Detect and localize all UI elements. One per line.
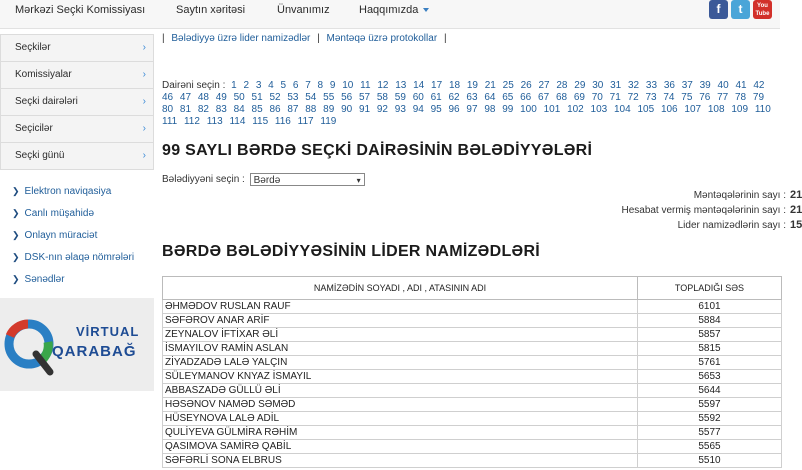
nav-central-election-commission[interactable]: Mərkəzi Seçki Komissiyası bbox=[15, 4, 146, 16]
youtube-icon[interactable]: You Tube bbox=[753, 0, 772, 19]
leaders-table-body bbox=[163, 300, 782, 468]
sidebar-item-voters[interactable] bbox=[0, 116, 154, 143]
district-link[interactable]: 110 bbox=[754, 104, 771, 115]
table-row bbox=[163, 398, 782, 412]
district-link[interactable]: 19 bbox=[466, 80, 478, 91]
sidebar-menu bbox=[0, 34, 154, 170]
candidate-name-cell: HƏSƏNOV NAMƏD SƏMƏD bbox=[163, 398, 638, 412]
vote-count-cell: 5884 bbox=[638, 314, 782, 328]
link-label: Canlı müşahidə bbox=[24, 208, 95, 219]
top-navigation-bar bbox=[0, 0, 780, 29]
district-link[interactable]: 39 bbox=[699, 80, 711, 91]
district-link[interactable]: 80 bbox=[162, 104, 174, 115]
candidate-name-cell: ƏHMƏDOV RUSLAN RAUF bbox=[163, 300, 638, 314]
sidebar-item-label: Seçkilər bbox=[15, 42, 51, 53]
district-link[interactable]: 95 bbox=[430, 104, 442, 115]
virtual-qarabag-banner[interactable] bbox=[0, 298, 154, 391]
district-link[interactable]: 112 bbox=[183, 116, 200, 127]
district-link[interactable]: 50 bbox=[233, 92, 245, 103]
arrow-right-icon: ❯ bbox=[12, 208, 20, 218]
chevron-right-icon: › bbox=[142, 96, 146, 107]
district-link[interactable]: 53 bbox=[287, 92, 299, 103]
district-link[interactable]: 18 bbox=[448, 80, 461, 91]
district-link[interactable]: 93 bbox=[394, 104, 406, 115]
candidate-name-cell: ABBASZADƏ GÜLLÜ ƏLİ bbox=[163, 384, 638, 398]
stat-reported-precincts bbox=[472, 203, 802, 218]
district-link[interactable]: 89 bbox=[323, 104, 335, 115]
district-link[interactable]: 96 bbox=[448, 104, 460, 115]
district-link[interactable]: 29 bbox=[574, 80, 586, 91]
vote-count-cell: 5761 bbox=[638, 356, 782, 370]
sidebar-item-label: Komissiyalar bbox=[15, 69, 72, 80]
district-link[interactable]: 87 bbox=[287, 104, 299, 115]
district-link[interactable]: 58 bbox=[376, 92, 388, 103]
district-link[interactable]: 52 bbox=[269, 92, 281, 103]
stat-label: Məntəqələrinin sayı : bbox=[693, 190, 786, 201]
district-link[interactable]: 84 bbox=[233, 104, 245, 115]
district-link[interactable]: 99 bbox=[502, 104, 514, 115]
district-link[interactable]: 36 bbox=[663, 80, 675, 91]
stat-label: Lider namizədlərin sayı : bbox=[677, 220, 786, 231]
stat-precinct-count bbox=[472, 188, 802, 203]
district-link[interactable]: 51 bbox=[251, 92, 263, 103]
nav-about[interactable] bbox=[359, 0, 429, 28]
link-live-observation[interactable] bbox=[0, 202, 154, 224]
district-link[interactable]: 67 bbox=[538, 92, 550, 103]
district-link[interactable]: 88 bbox=[305, 104, 317, 115]
district-link[interactable]: 117 bbox=[297, 116, 314, 127]
district-link[interactable]: 37 bbox=[681, 80, 693, 91]
vote-count-cell: 5565 bbox=[638, 440, 782, 454]
district-link[interactable]: 72 bbox=[627, 92, 639, 103]
banner-line2: QARABAĞ bbox=[52, 343, 137, 360]
table-header-row bbox=[163, 277, 782, 300]
district-link[interactable]: 90 bbox=[341, 104, 353, 115]
link-label: DSK-nın əlaqə nömrələri bbox=[24, 252, 135, 263]
municipality-select[interactable] bbox=[250, 173, 365, 186]
district-link[interactable]: 105 bbox=[637, 104, 655, 115]
district-link[interactable]: 48 bbox=[197, 92, 209, 103]
district-link[interactable]: 13 bbox=[395, 80, 407, 91]
district-link[interactable]: 4 bbox=[268, 80, 274, 91]
arrow-right-icon: ❯ bbox=[12, 230, 20, 240]
district-link[interactable]: 32 bbox=[628, 80, 640, 91]
district-link[interactable]: 49 bbox=[215, 92, 227, 103]
table-row bbox=[163, 440, 782, 454]
district-link[interactable]: 66 bbox=[520, 92, 532, 103]
district-link[interactable]: 69 bbox=[573, 92, 585, 103]
district-link[interactable]: 11 bbox=[360, 80, 371, 91]
municipality-select-value: Bərdə bbox=[253, 175, 281, 186]
vote-count-cell: 5644 bbox=[638, 384, 782, 398]
district-link[interactable]: 10 bbox=[342, 80, 354, 91]
district-link[interactable]: 101 bbox=[543, 104, 561, 115]
district-link[interactable]: 75 bbox=[681, 92, 693, 103]
district-link[interactable]: 116 bbox=[274, 116, 291, 127]
nav-site-map[interactable]: Saytın xəritəsi bbox=[176, 4, 246, 16]
chevron-right-icon: › bbox=[142, 42, 146, 53]
district-link[interactable]: 40 bbox=[717, 80, 729, 91]
tab-municipality-leaders[interactable]: Bələdiyyə üzrə lider namizədlər bbox=[171, 33, 311, 44]
district-link[interactable]: 17 bbox=[431, 80, 443, 91]
stat-value: 21 bbox=[790, 204, 802, 216]
chevron-down-icon: ▾ bbox=[356, 176, 361, 185]
vote-count-cell: 5510 bbox=[638, 454, 782, 468]
district-link[interactable]: 60 bbox=[412, 92, 424, 103]
district-link[interactable]: 94 bbox=[412, 104, 424, 115]
chevron-right-icon: › bbox=[142, 150, 146, 161]
district-link[interactable]: 107 bbox=[684, 104, 702, 115]
table-row bbox=[163, 356, 782, 370]
vote-count-cell: 5653 bbox=[638, 370, 782, 384]
district-link[interactable]: 113 bbox=[206, 116, 223, 127]
table-row bbox=[163, 314, 782, 328]
arrow-right-icon: ❯ bbox=[12, 274, 20, 284]
district-link[interactable]: 92 bbox=[376, 104, 388, 115]
district-link[interactable]: 33 bbox=[645, 80, 658, 91]
candidate-name-cell: SƏFƏRLİ SONA ELBRUS bbox=[163, 454, 638, 468]
district-link[interactable]: 54 bbox=[305, 92, 317, 103]
district-link[interactable]: 76 bbox=[699, 92, 711, 103]
district-link[interactable]: 74 bbox=[663, 92, 675, 103]
district-link[interactable]: 78 bbox=[735, 92, 747, 103]
district-link[interactable]: 82 bbox=[197, 104, 209, 115]
district-link[interactable]: 63 bbox=[466, 92, 478, 103]
district-link[interactable]: 26 bbox=[520, 80, 532, 91]
district-link[interactable]: 7 bbox=[305, 80, 311, 91]
district-link[interactable]: 14 bbox=[413, 80, 425, 91]
candidate-name-cell: ZİYADZADƏ LALƏ YALÇIN bbox=[163, 356, 638, 370]
sidebar-item-commissions[interactable] bbox=[0, 62, 154, 89]
table-row bbox=[163, 384, 782, 398]
link-documents[interactable] bbox=[0, 268, 154, 290]
district-link[interactable]: 46 bbox=[162, 92, 174, 103]
district-link[interactable]: 108 bbox=[707, 104, 725, 115]
district-link[interactable]: 98 bbox=[484, 104, 496, 115]
link-label: Elektron naviqasiya bbox=[24, 186, 112, 197]
district-link[interactable]: 61 bbox=[430, 92, 442, 103]
municipality-select-row bbox=[162, 173, 365, 186]
content-tabs bbox=[162, 33, 451, 44]
twitter-icon[interactable]: t bbox=[731, 0, 750, 19]
municipality-select-label: Bələdiyyəni seçin : bbox=[162, 174, 245, 186]
sidebar-item-label: Seçicilər bbox=[15, 123, 53, 134]
district-link[interactable]: 70 bbox=[591, 92, 603, 103]
district-link[interactable]: 115 bbox=[252, 116, 269, 127]
page-title: 99 SAYLI BƏRDƏ SEÇKİ DAİRƏSİNİN BƏLƏDİYYƏLƏRİ bbox=[162, 142, 593, 159]
vote-count-cell: 5597 bbox=[638, 398, 782, 412]
sidebar-item-election-day[interactable] bbox=[0, 143, 154, 170]
district-link[interactable]: 21 bbox=[484, 80, 496, 91]
candidate-name-cell: ZEYNALOV İFTİXAR ƏLİ bbox=[163, 328, 638, 342]
district-link[interactable]: 12 bbox=[377, 80, 389, 91]
district-link[interactable]: 97 bbox=[466, 104, 478, 115]
sidebar-item-label: Seçki günü bbox=[15, 150, 65, 161]
arrow-right-icon: ❯ bbox=[12, 252, 20, 262]
stat-leader-count bbox=[472, 218, 802, 233]
district-selector bbox=[162, 80, 782, 128]
vote-count-cell: 5577 bbox=[638, 426, 782, 440]
district-link[interactable]: 42 bbox=[753, 80, 765, 91]
district-link[interactable]: 71 bbox=[609, 92, 621, 103]
district-link[interactable]: 9 bbox=[329, 80, 336, 91]
district-link[interactable]: 81 bbox=[179, 104, 192, 115]
district-link[interactable]: 8 bbox=[317, 80, 324, 91]
link-label: Sənədlər bbox=[24, 274, 65, 285]
arrow-right-icon: ❯ bbox=[12, 186, 20, 196]
stats-panel bbox=[472, 188, 802, 233]
table-row bbox=[163, 370, 782, 384]
district-link[interactable]: 91 bbox=[358, 104, 371, 115]
vote-count-cell: 5592 bbox=[638, 412, 782, 426]
banner-line1: VİRTUAL bbox=[76, 324, 140, 339]
nav-address[interactable]: Ünvanımız bbox=[277, 4, 330, 16]
district-link[interactable]: 109 bbox=[731, 104, 749, 115]
chevron-down-icon bbox=[423, 8, 429, 12]
link-online-appeal[interactable] bbox=[0, 224, 154, 246]
table-row bbox=[163, 342, 782, 356]
table-row bbox=[163, 454, 782, 468]
district-link[interactable]: 27 bbox=[538, 80, 550, 91]
quick-links bbox=[0, 180, 154, 290]
district-link[interactable]: 83 bbox=[215, 104, 227, 115]
district-link[interactable]: 119 bbox=[320, 116, 337, 127]
district-link[interactable]: 25 bbox=[502, 80, 514, 91]
district-link[interactable]: 100 bbox=[520, 104, 537, 115]
district-link[interactable]: 1 bbox=[231, 80, 237, 91]
district-link[interactable]: 73 bbox=[645, 92, 657, 103]
stat-value: 15 bbox=[790, 219, 802, 231]
leaders-table bbox=[162, 276, 782, 468]
district-link[interactable]: 86 bbox=[269, 104, 281, 115]
table-row bbox=[163, 300, 782, 314]
tab-precinct-protocols[interactable]: Məntəqə üzrə protokollar bbox=[326, 33, 438, 44]
leaders-title: BƏRDƏ BƏLƏDİYYƏSİNİN LİDER NAMİZƏDLƏRİ bbox=[162, 243, 541, 260]
vote-count-cell: 5815 bbox=[638, 342, 782, 356]
district-link[interactable]: 30 bbox=[592, 80, 604, 91]
tab-separator: | bbox=[443, 33, 447, 44]
link-label: Onlayn müraciət bbox=[24, 230, 98, 241]
district-link[interactable]: 41 bbox=[735, 80, 747, 91]
link-dsk-contacts[interactable] bbox=[0, 246, 154, 268]
district-link[interactable]: 65 bbox=[502, 92, 514, 103]
district-link[interactable]: 62 bbox=[448, 92, 460, 103]
district-link[interactable]: 31 bbox=[610, 80, 622, 91]
sidebar-item-label: Seçki dairələri bbox=[15, 96, 78, 107]
district-link[interactable]: 106 bbox=[660, 104, 678, 115]
district-link[interactable]: 28 bbox=[556, 80, 568, 91]
district-link[interactable]: 47 bbox=[179, 92, 192, 103]
stat-value: 21 bbox=[790, 189, 802, 201]
candidate-name-cell: QULİYEVA GÜLMİRA RƏHİM bbox=[163, 426, 638, 440]
candidate-name-cell: QASIMOVA SAMİRƏ QABİL bbox=[163, 440, 638, 454]
district-link[interactable]: 55 bbox=[323, 92, 335, 103]
table-row bbox=[163, 328, 782, 342]
vote-count-cell: 5857 bbox=[638, 328, 782, 342]
link-electronic-navigation[interactable] bbox=[0, 180, 154, 202]
chevron-right-icon: › bbox=[142, 69, 146, 80]
district-link[interactable]: 56 bbox=[341, 92, 353, 103]
table-row bbox=[163, 426, 782, 440]
district-link[interactable]: 6 bbox=[292, 80, 299, 91]
vote-count-cell: 6101 bbox=[638, 300, 782, 314]
district-link[interactable]: 102 bbox=[567, 104, 584, 115]
district-link[interactable]: 85 bbox=[251, 104, 263, 115]
tab-separator: | bbox=[317, 33, 320, 44]
district-link[interactable]: 57 bbox=[358, 92, 371, 103]
table-row bbox=[163, 412, 782, 426]
candidate-name-cell: İSMAYILOV RAMİN ASLAN bbox=[163, 342, 638, 356]
column-header-votes: TOPLADIĞI SƏS bbox=[638, 277, 782, 300]
chevron-right-icon: › bbox=[142, 123, 146, 134]
district-link[interactable]: 5 bbox=[280, 80, 287, 91]
nav-about-label: Haqqımızda bbox=[359, 4, 419, 16]
candidate-name-cell: SƏFƏROV ANAR ARİF bbox=[163, 314, 638, 328]
sidebar-item-elections[interactable] bbox=[0, 34, 154, 62]
candidate-name-cell: SÜLEYMANOV KNYAZ İSMAYIL bbox=[163, 370, 638, 384]
district-link[interactable]: 64 bbox=[484, 92, 496, 103]
district-link[interactable]: 2 bbox=[243, 80, 250, 91]
district-link[interactable]: 111 bbox=[162, 116, 178, 127]
district-selector-label: Dairəni seçin : bbox=[162, 80, 226, 91]
district-link[interactable]: 77 bbox=[717, 92, 729, 103]
sidebar-item-districts[interactable] bbox=[0, 89, 154, 116]
district-link[interactable]: 3 bbox=[255, 80, 262, 91]
district-link[interactable]: 114 bbox=[229, 116, 246, 127]
district-link[interactable]: 59 bbox=[394, 92, 406, 103]
candidate-name-cell: HÜSEYNOVA LALƏ ADİL bbox=[163, 412, 638, 426]
district-link[interactable]: 79 bbox=[752, 92, 765, 103]
district-link[interactable]: 68 bbox=[555, 92, 568, 103]
tab-separator: | bbox=[162, 33, 165, 44]
facebook-icon[interactable]: f bbox=[709, 0, 728, 19]
district-link[interactable]: 103 bbox=[590, 104, 608, 115]
column-header-candidate: NAMİZƏDİN SOYADI , ADI , ATASININ ADI bbox=[163, 277, 638, 300]
district-link[interactable]: 104 bbox=[614, 104, 631, 115]
stat-label: Hesabat vermiş məntəqələrinin sayı : bbox=[621, 205, 786, 216]
